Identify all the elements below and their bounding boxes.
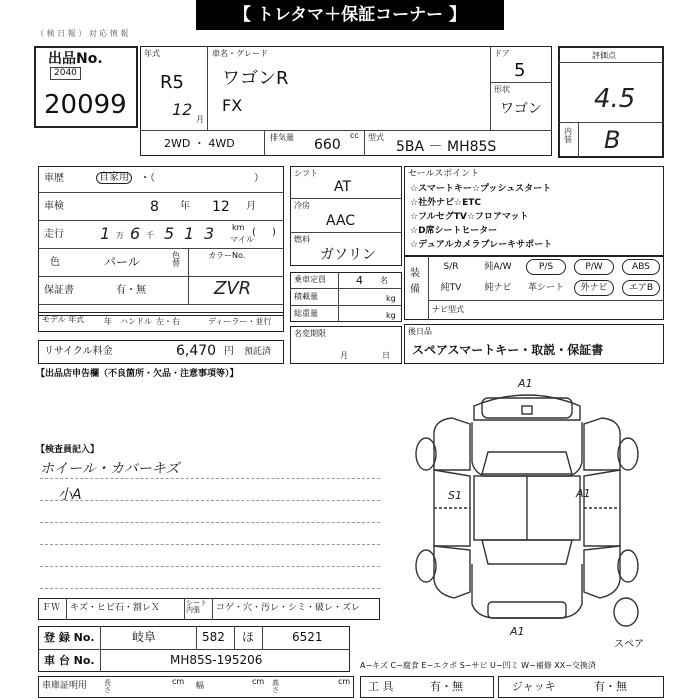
door-count: 5: [514, 60, 526, 81]
mileage-digit-2: 6: [130, 224, 141, 243]
month-unit: 月: [196, 115, 204, 124]
sales-point: ☆スマートキー☆プッシュスタート: [410, 184, 552, 194]
equipment-label: 装備: [410, 268, 420, 295]
reg-num1: 582: [202, 630, 225, 644]
cert-label: 車庫証明用: [42, 681, 88, 691]
spare-label: スペア: [614, 639, 644, 650]
inspector-label: 【検査員記入】: [36, 445, 100, 455]
recycle-label: リサイクル料金: [44, 346, 113, 357]
car-name: ワゴンR: [222, 68, 289, 89]
damage-legend: A−キズ C−腐食 E−エクボ S−サビ U−凹ミ W−補修 XX−交換済: [360, 661, 596, 670]
interior-grade: B: [604, 126, 621, 154]
shift-value: AT: [334, 179, 352, 195]
ac-label: 冷房: [294, 201, 310, 210]
handle-label: ハンドル: [120, 317, 152, 326]
disp-label: 排気量: [270, 133, 294, 142]
reg-kana: ほ: [242, 630, 255, 644]
cert-length-unit: cm: [172, 677, 185, 686]
shaken-month: 12: [212, 199, 230, 215]
seat-label: シート 内張: [186, 599, 207, 614]
banner: 【 トレタマ＋保証コーナー 】: [196, 0, 504, 30]
lot-stamp: 2040: [50, 67, 81, 80]
equipment-item: エアB: [622, 280, 660, 296]
grade-label: 評価点: [592, 51, 616, 60]
sales-points: [410, 182, 660, 252]
recycle-value: 6,470: [176, 343, 217, 359]
shape-value: ワゴン: [500, 101, 542, 117]
recycle-note: 預託済: [244, 347, 272, 357]
chassis-label: 車 台 No.: [44, 654, 95, 667]
lot-label: 出品No.: [48, 51, 103, 67]
month-value: 12: [172, 100, 193, 119]
equipment-item: 革シート: [527, 283, 564, 293]
fw-label: ＦＷ: [42, 603, 61, 613]
grade-score: 4.5: [594, 84, 636, 114]
sales-point: ☆D席シートヒーター: [410, 226, 498, 236]
shaken-label: 車検: [44, 201, 64, 212]
damage-a1-bottom: A1: [510, 625, 525, 638]
fuel-label: 燃料: [294, 235, 310, 244]
model-year-col: 年: [104, 317, 112, 326]
equipment-item: 純TV: [440, 283, 462, 293]
shaken-year-unit: 年: [180, 201, 190, 212]
dealer-label: ディーラー・並行: [208, 317, 272, 326]
disp-value: 660: [314, 137, 341, 153]
mileage-man: 万: [116, 231, 124, 240]
interior-label: 内装: [564, 127, 572, 144]
tools-label: 工 具: [368, 680, 394, 693]
reg-label: 登 録 No.: [44, 631, 95, 644]
capacity-label: 乗車定員: [294, 275, 326, 284]
mileage-digit-1: 1: [100, 224, 111, 243]
shaken-year: 8: [150, 199, 159, 215]
equipment-item: 外ナビ: [574, 280, 614, 296]
mileage-digit-4: 1: [184, 224, 195, 243]
sales-label: セールスポイント: [408, 169, 480, 179]
jack-label: ジャッキ: [512, 680, 556, 693]
history-close: ）: [254, 173, 264, 184]
equipment-item: P/W: [574, 259, 614, 275]
color-change: 色替: [172, 251, 180, 268]
damage-a1-top: A1: [518, 377, 533, 390]
car-grade: FX: [222, 96, 243, 115]
mileage-digit-5: 3: [204, 224, 215, 243]
year-value: R5: [160, 72, 184, 93]
mileage-label: 走行: [44, 229, 64, 240]
color-code: ZVR: [214, 278, 252, 299]
cert-height-unit: cm: [338, 677, 351, 686]
sales-point: ☆フルセグTV☆フロアマット: [410, 212, 529, 222]
inspector-line-1: ホイール・カバーキズ: [40, 461, 180, 477]
history-dot: ・（: [140, 173, 155, 184]
load-label: 積載量: [294, 292, 318, 301]
drive-type: 2WD ・ 4WD: [164, 137, 235, 150]
load-unit: kg: [386, 294, 396, 303]
docs-value: スペアスマートキー・取説・保証書: [412, 343, 604, 357]
reg-pref: 岐阜: [132, 630, 157, 644]
mileage-mile-close: ): [272, 227, 276, 238]
cert-height: 高さ: [272, 679, 279, 694]
mileage-mile-open: (: [252, 227, 256, 238]
cc-unit: cc: [350, 131, 359, 140]
inspector-line-2: 小A: [58, 487, 82, 503]
sales-point: ☆社外ナビ☆ETC: [410, 198, 482, 208]
seat-options: コゲ・穴・汚レ・シミ・破レ・ズレ: [216, 603, 361, 613]
fw-options: キズ・ヒビ石・割レＸ: [70, 603, 160, 613]
damage-s1: S1: [448, 489, 462, 502]
jack-value: 有・無: [594, 680, 627, 693]
cert-width: 幅: [196, 681, 204, 690]
equipment-item: S/R: [443, 262, 459, 272]
ac-value: AAC: [326, 213, 356, 229]
mileage-mile: マイル: [230, 235, 254, 244]
damage-a1-right: A1: [576, 487, 591, 500]
handle-options: 左・右: [156, 317, 180, 326]
mileage-sen: 千: [146, 231, 154, 240]
capacity-value: 4: [356, 274, 363, 287]
equipment-item: 純A/W: [484, 262, 512, 272]
model-year-label: モデル 年式: [42, 315, 85, 324]
model-label: 型式: [368, 133, 384, 142]
history-type: 自家用: [96, 172, 132, 184]
shape-label: 形状: [494, 85, 510, 94]
color-label: 色: [50, 257, 60, 268]
recycle-unit: 円: [224, 346, 234, 357]
capacity-unit: 名: [380, 276, 388, 285]
color-value: パール: [104, 255, 140, 269]
chassis-number: MH85S-195206: [170, 653, 263, 667]
fuel-value: ガソリン: [320, 247, 376, 263]
header-note: （ 検 日 報 ） 対 応 情 報: [36, 29, 129, 38]
weight-label: 総重量: [294, 309, 318, 318]
cert-width-unit: cm: [252, 677, 265, 686]
equipment-item: ABS: [622, 259, 660, 275]
equipment-item: 純ナビ: [484, 283, 512, 293]
mileage-km: km: [232, 223, 245, 232]
tools-value: 有・無: [430, 680, 463, 693]
reg-num2: 6521: [292, 630, 323, 644]
navi-model-label: ナビ型式: [432, 305, 464, 314]
lot-number: 20099: [44, 90, 127, 120]
weight-unit: kg: [386, 311, 396, 320]
model-value: 5BA － MH85S: [396, 139, 497, 155]
name-label: 車名・グレード: [212, 49, 268, 58]
history-label: 車歴: [44, 173, 64, 184]
color-code-label: カラーNo.: [208, 251, 246, 260]
warranty-value: 有・無: [116, 285, 146, 296]
change-month: 月: [340, 351, 348, 360]
docs-label: 後日品: [408, 327, 432, 336]
mileage-digit-3: 5: [164, 224, 175, 243]
change-label: 名変期限: [294, 329, 326, 338]
seller-note-label: 【出品店申告欄（不良箇所・欠品・注意事項等）】: [36, 369, 239, 379]
equipment-item: P/S: [526, 259, 566, 275]
sales-point: ☆デュアルカメラブレーキサポート: [410, 240, 553, 250]
shift-label: シフト: [294, 169, 318, 178]
door-label: ドア: [494, 49, 510, 58]
car-diagram: [404, 377, 650, 640]
warranty-label: 保証書: [44, 285, 74, 296]
shaken-month-unit: 月: [246, 201, 256, 212]
cert-length: 長さ: [104, 679, 111, 694]
change-day: 日: [382, 351, 390, 360]
year-label: 年式: [144, 49, 160, 58]
